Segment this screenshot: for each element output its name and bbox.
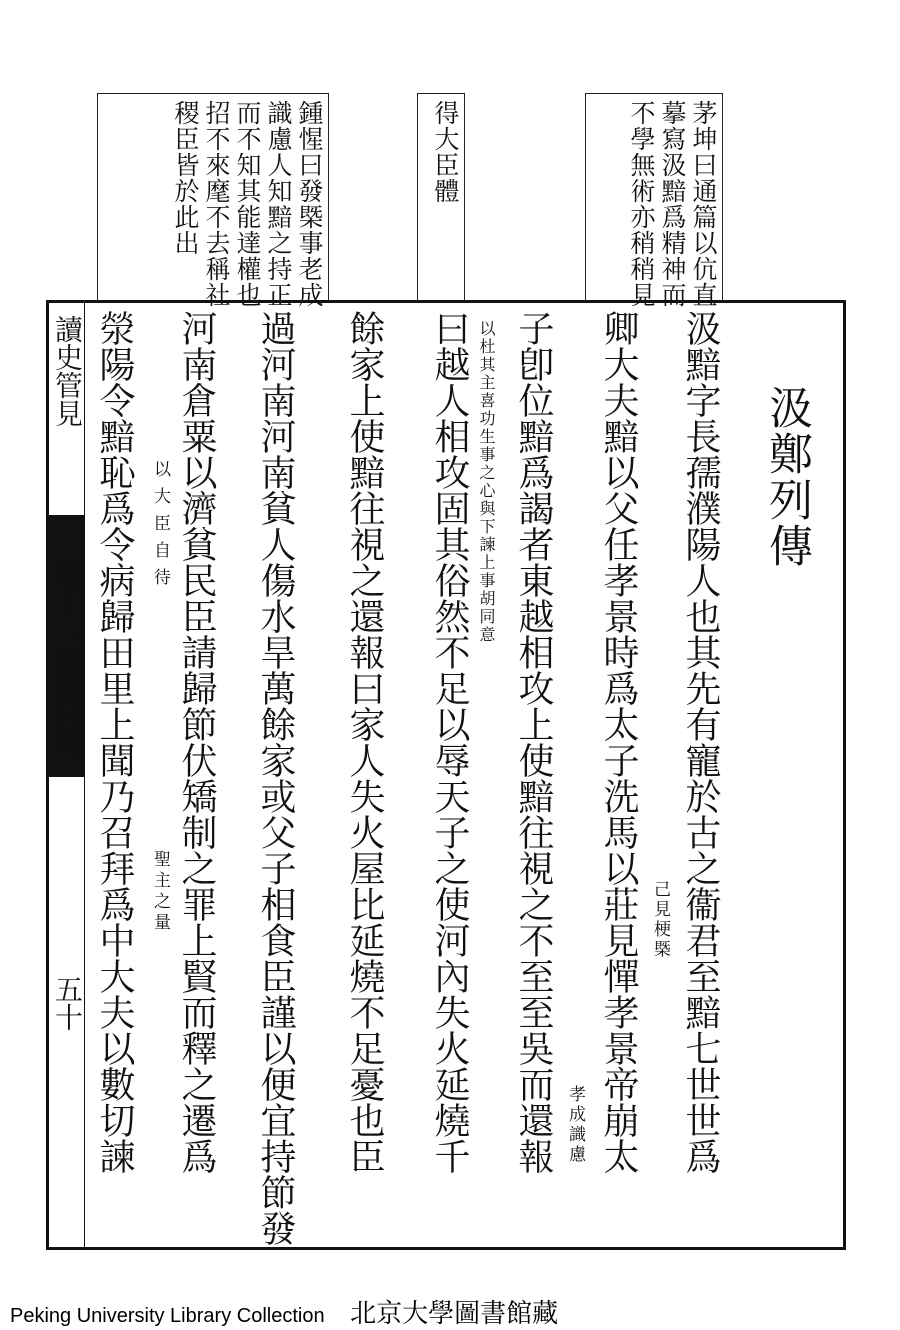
- interlinear-note-3: 孝成識慮: [565, 1085, 585, 1165]
- text-column-5: 餘家上使黯往視之還報曰家人失火屋比延燒不足憂也臣: [344, 310, 385, 1174]
- text-column-1: 汲黯字長孺濮陽人也其先有寵於古之衞君至黯七世世爲: [680, 310, 721, 1174]
- text-column-7: 河南倉粟以濟貧民臣請歸節伏矯制之罪上賢而釋之遷爲: [176, 310, 217, 1174]
- chapter-heading: 汲鄭列傳: [761, 385, 812, 569]
- annotation-line: 不學無術亦稍稍見: [627, 100, 656, 308]
- annotation-line: 鍾惺曰發槩事老成: [295, 100, 324, 308]
- spine-title: 讀史管見: [51, 315, 84, 427]
- annotation-line: 而不知其能達權也: [233, 100, 262, 308]
- collection-name-cn: 北京大學圖書館藏: [350, 1299, 559, 1329]
- collection-footer: [10, 1293, 558, 1330]
- annotation-box-right: [585, 93, 723, 308]
- annotation-line: 招不來麾不去稱社: [202, 100, 231, 308]
- annotation-box-left: [97, 93, 329, 308]
- interlinear-note-2: 以杜其主喜功生事之心與下諫上事胡同意: [477, 320, 496, 644]
- text-column-4: 曰越人相攻固其俗然不足以辱天子之使河內失火延燒千: [429, 310, 470, 1174]
- text-column-3: 子卽位黯爲謁者東越相攻上使黯往視之不至至吳而還報: [513, 310, 554, 1174]
- interlinear-note-4: 以大臣自待: [150, 460, 170, 595]
- page-number: 五十: [51, 975, 84, 1031]
- annotation-line: 稷臣皆於此出: [171, 100, 200, 256]
- text-column-2: 卿大夫黯以父任孝景時爲太子洗馬以莊見憚孝景帝崩太: [598, 310, 639, 1174]
- interlinear-note-1: 己見梗槩: [650, 880, 670, 960]
- annotation-line: 識慮人知黯之持正: [264, 100, 293, 308]
- interlinear-note-5: 聖主之量: [150, 850, 170, 934]
- spine-chapter: 卷十二汲鄭列傳: [51, 560, 84, 756]
- annotation-line: 茅坤曰通篇以伉直: [689, 100, 718, 308]
- annotation-box-middle: [417, 93, 465, 301]
- text-column-8: 滎陽令黯恥爲令病歸田里上聞乃召拜爲中大夫以數切諫: [94, 310, 135, 1174]
- collection-name-en: Peking University Library Collection: [10, 1305, 325, 1327]
- annotation-line: 得大臣體: [431, 100, 460, 204]
- annotation-line: 摹寫汲黯爲精神而: [658, 100, 687, 308]
- text-column-6: 過河南河南貧人傷水旱萬餘家或父子相食臣謹以便宜持節發: [255, 310, 296, 1246]
